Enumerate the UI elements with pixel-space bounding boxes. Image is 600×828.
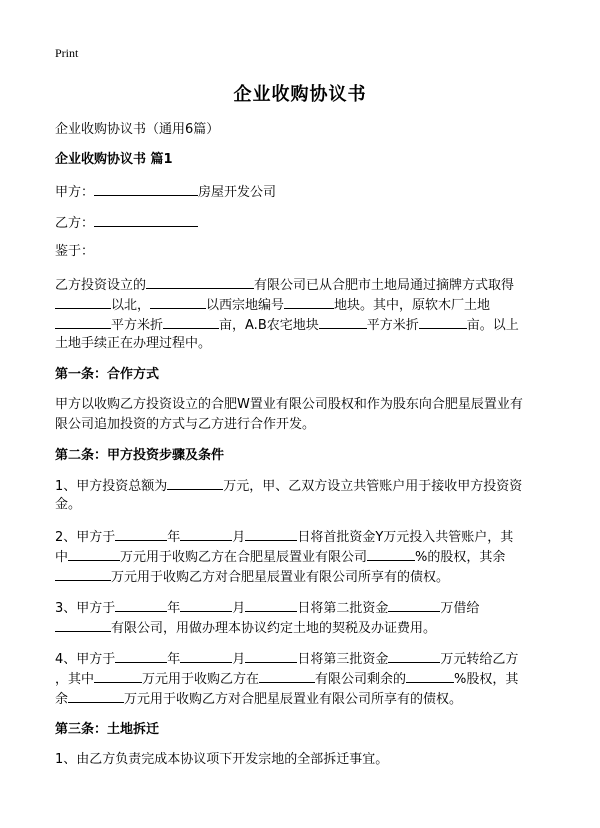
blank[interactable] [94, 668, 142, 683]
text: 平方米折 [111, 318, 164, 333]
blank[interactable] [367, 546, 415, 561]
text: 有限公司剩余的 [315, 672, 407, 687]
blank[interactable] [180, 648, 232, 663]
clause-2-2-line-1 [55, 526, 555, 548]
text: 中 [55, 550, 69, 565]
clause-2-3-line-1 [55, 597, 555, 619]
text: 亩，A.B农宅地块 [219, 318, 319, 333]
text: 日将第二批资金 [297, 601, 389, 616]
blank[interactable] [284, 294, 334, 309]
text: 乙方投资设立的 [55, 278, 147, 293]
blank[interactable] [167, 475, 223, 490]
blank[interactable] [259, 668, 315, 683]
blank[interactable] [115, 597, 167, 612]
clause-2-4-line-2 [55, 668, 555, 690]
text: 有限公司已从合肥市土地局通过摘牌方式取得 [254, 278, 515, 293]
document-title: 企业收购协议书 [233, 84, 367, 105]
blank[interactable] [150, 294, 206, 309]
blank[interactable] [115, 648, 167, 663]
text: 月 [232, 652, 246, 667]
recital-line-1 [55, 274, 555, 296]
text: 万元转给乙方 [440, 652, 519, 667]
article-2-heading: 第二条：甲方投资步骤及条件 [55, 448, 225, 463]
text: ，其中 [55, 672, 95, 687]
text: 1、甲方投资总额为 [55, 479, 168, 494]
document-subtitle: 企业收购协议书（通用6篇） [55, 122, 220, 137]
party-b-line [55, 212, 555, 234]
blank[interactable] [319, 314, 367, 329]
text: 万借给 [440, 601, 480, 616]
text: 万元用于收购乙方在合肥星辰置业有限公司 [120, 550, 368, 565]
text: 万元，甲、乙双方设立共管账户用于接收甲方投资资 [223, 479, 523, 494]
text: 3、甲方于 [55, 601, 116, 616]
blank[interactable] [55, 566, 111, 581]
blank[interactable] [388, 648, 440, 663]
text: %股权，其 [454, 672, 519, 687]
blank[interactable] [180, 597, 232, 612]
blank[interactable] [55, 314, 111, 329]
party-a-blank[interactable] [94, 181, 198, 196]
party-b-label: 乙方： [55, 216, 95, 231]
clause-3-1: 1、由乙方负责完成本协议项下开发宗地的全部拆迁事宜。 [55, 752, 389, 767]
text: 2、甲方于 [55, 530, 116, 545]
article-1-line-2: 限公司追加投资的方式与乙方进行合作开发。 [55, 417, 316, 432]
text: 亩。以上 [466, 318, 519, 333]
text: 万元用于收购乙方在 [142, 672, 260, 687]
text: %的股权，其余 [415, 550, 506, 565]
text: 月 [232, 530, 246, 545]
blank[interactable] [245, 648, 297, 663]
text: 4、甲方于 [55, 652, 116, 667]
blank[interactable] [115, 526, 167, 541]
blank[interactable] [245, 526, 297, 541]
text: 有限公司，用做办理本协议约定土地的契税及办证费用。 [111, 621, 437, 636]
text: 日将首批资金Y万元投入共管账户，其 [297, 530, 514, 545]
blank[interactable] [180, 526, 232, 541]
clause-2-2-line-2 [55, 546, 555, 568]
blank[interactable] [55, 617, 111, 632]
blank[interactable] [388, 597, 440, 612]
party-a-suffix: 房屋开发公司 [198, 185, 277, 200]
text: 万元用于收购乙方对合肥星辰置业有限公司所享有的债权。 [124, 692, 463, 707]
recital-line-4: 土地手续正在办理过程中。 [55, 336, 212, 351]
text: 平方米折 [366, 318, 419, 333]
text: 地块。其中，原软木厂土地 [334, 298, 491, 313]
text: 余 [55, 692, 69, 707]
clause-2-3-line-2 [55, 617, 555, 639]
text: 日将第三批资金 [297, 652, 389, 667]
article-1-line-1: 甲方以收购乙方投资设立的合肥W置业有限公司股权和作为股东向合肥星辰置业有 [55, 397, 523, 412]
clause-2-1-line-2: 金。 [55, 497, 82, 512]
recital-line-2 [55, 294, 555, 316]
article-3-heading: 第三条：土地拆迁 [55, 722, 160, 737]
recital-line-3 [55, 314, 555, 336]
blank[interactable] [146, 274, 254, 289]
blank[interactable] [68, 688, 124, 703]
text: 年 [167, 530, 181, 545]
text: 以西宗地编号 [206, 298, 285, 313]
clause-2-4-line-3 [55, 688, 555, 710]
blank[interactable] [55, 294, 111, 309]
text: 以北， [111, 298, 151, 313]
clause-2-1-line-1 [55, 475, 555, 497]
clause-2-2-line-3 [55, 566, 555, 588]
blank[interactable] [163, 314, 219, 329]
text: 年 [167, 652, 181, 667]
article-1-heading: 第一条：合作方式 [55, 367, 160, 382]
blank[interactable] [419, 314, 467, 329]
blank[interactable] [406, 668, 454, 683]
blank[interactable] [245, 597, 297, 612]
text: 年 [167, 601, 181, 616]
clause-2-4-line-1 [55, 648, 555, 670]
whereas-label: 鉴于： [55, 244, 95, 259]
print-label[interactable]: Print [55, 46, 79, 60]
blank[interactable] [68, 546, 120, 561]
party-b-blank[interactable] [94, 212, 198, 227]
text: 万元用于收购乙方对合肥星辰置业有限公司所享有的债权。 [111, 570, 450, 585]
section-title: 企业收购协议书 篇1 [55, 152, 173, 167]
text: 月 [232, 601, 246, 616]
party-a-label: 甲方： [55, 185, 95, 200]
party-a-line [55, 181, 555, 203]
